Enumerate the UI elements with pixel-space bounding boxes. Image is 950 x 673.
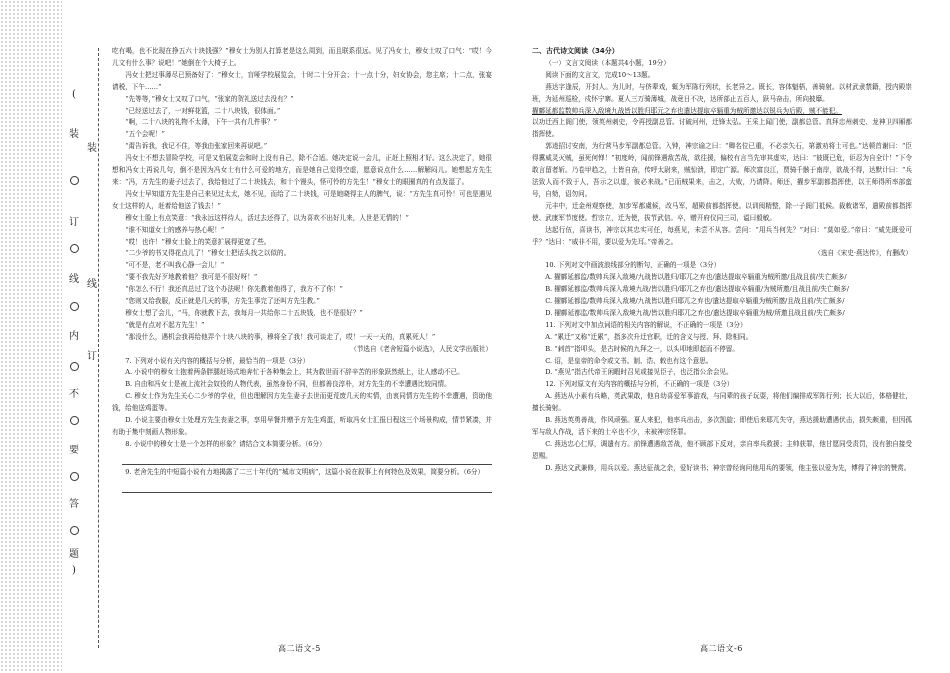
q11-option-a: A. “累迁”又称“迁累”，指多次升迁官职，迁的含义与授、拜、除相同。 — [545, 332, 753, 341]
passage-paragraph: 燕达字逢辰，开封人。为儿时，与侪辈戏，辄为军陈行列状，长老异之。既长，容体魁梧，善骑射。以材武隶禁籍，授内殿崇班，为延州巡检，戍怀宁寨。夏人三万骑薄城，战竟日不决，达所部止五百人，跃马奋击，所向披靡。 — [532, 82, 912, 103]
binding-side-char: 装 — [87, 143, 97, 154]
answer-line[interactable] — [122, 480, 492, 493]
page-number-right: 高二语文-6 — [700, 644, 743, 653]
q12-option-a: A. 燕达从小素有兵略，英武果敢，他自幼喜爱军事游戏，与同辈的孩子玩耍，将他们编排成军阵行列；长大以后，体格健壮，擅长骑射。 — [532, 392, 912, 413]
question-9: 9. 老舍先生的中短篇小说有力地揭露了二三十年代的“城市文明病”，这篇小说在叙事上有何特色及效果，简要分析。（6分） — [125, 467, 485, 476]
story-paragraph: “谁不知道女士的感养与热心呢！” — [125, 225, 225, 234]
story-paragraph: “二少爷的书又得花点儿了！”穆女士把话头找之以似的。 — [125, 249, 291, 258]
passage-paragraph: 元丰中，迁金州观察使，加步军都虞候，改马军，超殿前都指挥使。以训阅精整，除一子阁门祗候。裁敕诸军，遣殿前都指挥使、武康军节度使。哲宗立，迁为使，拔节武信。卒，赠开府仪同三司，谥曰毅敏。 — [532, 201, 912, 222]
passage-paragraph: 郭逵招讨安南，为行营马步军副都总管。入钟，神宗谕之曰：“卿名位已重，不必亲矢石，第激劝将士可也。”达顿首谢曰：“臣得冀威灵灭贼，虽死何惮！”初度岭，闻前锋遇敌苦战，欲往援，偏校有言当先审其虚实，达曰：“彼既已危，讵忍为自全计！”下令敢言留者斩。乃卷甲趋之，士皆自奋，传呼太尉来，贼惊溃，即定广源。师次富良江，贾骑千骸于南岸，欲战不得，达默计曰：“兵法致人而不致于人，吾示之以虚，彼必来战。”已而贼果来，击之，大败，乃请降。师还，擢步军副都指挥使，以王师得所率部蛮号，自劾，诏勿问。 — [532, 142, 912, 198]
passage-paragraph: 达起行伍，喜读书，神宗以其忠实可任，每燕见，未尝不从容。尝问：“用兵当何先？”对曰：“莫如爱。”帝曰：“威先既爱可乎？”达曰：“威非不用，要以爱为先耳。”帝善之。 — [532, 225, 912, 246]
answer-line[interactable] — [122, 452, 492, 465]
binding-hole — [70, 472, 79, 481]
story-paragraph: “要不我先好歹地教着他？我可是不很好呀！” — [125, 273, 258, 282]
q7-option-c: C. 穆女士作为先生关心二少爷的学业，但也理解因方先生妻子去世而更荒废几天的实情，由衷同情方先生的不幸遭遇，资助他钱，给他送鸡蛋等。 — [112, 392, 492, 413]
source-citation: （选自《宋史·燕达传》，有删改） — [814, 249, 912, 258]
q10-option-a: A. 擢鄜延都监/数帅兵深入敌境/九战皆以胜归/耶兀之弃也/遣达提取卒辎重为贼所邀/且战且前/失亡颇多/ — [545, 273, 847, 282]
story-paragraph: 冯女士不想去冒险学校，可是又怕展览会和时上没有自己，除不合适。她决定说一会儿，正赶上照相才好。这么决定了，她很想和冯女士再说几句，倒不是因为冯女士有什么可爱的地方，而是她自己觉得空虚，愿意说点什么……解解闷儿。她想起方先生来：“冯，方先生的妻子过去了，我给他过了二十块钱去，和十个馒头，怪可怜的方先生！”穆女士的眼圈真的有点发湿了。 — [112, 154, 492, 186]
story-paragraph: “五个会呢！” — [125, 130, 165, 139]
binding-char: 线 — [69, 274, 79, 285]
story-paragraph: “先等等，”穆女士又叹了口气，“张家的贺礼送过去没有？” — [125, 94, 294, 103]
q11-option-c: C. 诏，是皇帝的命令或文书。制、诰、敕也有这个意思。 — [545, 356, 713, 365]
question-7: 7. 下列对小说有关内容的概括与分析，最恰当的一项是（3分） — [125, 356, 310, 365]
q10-option-d: D. 擢鄜延都监/数帅兵深入敌境九战/皆以胜归耶兀之弃也/遣达提取卒辎重为贼/所邀且战且前/失亡颇多/ — [545, 308, 845, 317]
binding-char: 装 — [69, 129, 79, 140]
binding-char: 题 — [69, 549, 79, 560]
story-paragraph: “啊，二十八块的礼物不太薄，下午一共有几件事？” — [125, 118, 277, 127]
source-citation: （节选自《老舍短篇小说选》，人民文学出版社） — [350, 344, 492, 353]
q7-option-b: B. 自由和冯女士是被上流社会奴役的人物代表，虽然身份不同，但都善良淳朴，对方先生的不幸遭遇比较同情。 — [125, 380, 451, 389]
binding-hole — [70, 176, 79, 185]
dotted-binding-margin — [0, 0, 62, 673]
q10-option-b: B. 擢鄜延都监/数帅兵深入敌境九战/皆以胜归/耶兀之弃也/遣达提取卒辎重/为贼所邀/且战且前/失亡颇多/ — [545, 285, 849, 294]
story-paragraph: “可不是，老不叫我心静一会儿！” — [125, 261, 225, 270]
binding-char: ) — [72, 565, 76, 576]
binding-char: 要 — [69, 445, 79, 456]
binding-side-char: 线 — [87, 279, 97, 290]
subsection-heading: （一）文言文阅读（本题共4小题，19分） — [545, 58, 670, 67]
story-paragraph: “甭告诉我，我记不住，等我由张家回来再说吧。” — [125, 142, 268, 151]
binding-char: 不 — [69, 389, 79, 400]
binding-char: 答 — [69, 499, 79, 510]
q12-option-d: D. 燕达文武兼修，用兵以爱。燕达征战之余，爱好读书；神宗曾经询问他用兵的要领，他主张以爱为先，博得了神宗的赞赏。 — [545, 463, 911, 472]
instruction: 阅读下面的文言文，完成10～13题。 — [545, 70, 655, 79]
binding-char: ( — [72, 89, 76, 100]
binding-char: 内 — [69, 331, 79, 342]
binding-hole — [70, 244, 79, 253]
section-heading: 二、古代诗文阅读（34分） — [532, 47, 619, 55]
story-paragraph: “就是有点对不起方先生！” — [125, 320, 205, 329]
question-11: 11. 下列对文中加点词语的相关内容的解说，不正确的一项是（3分） — [545, 320, 747, 329]
page-number-left: 高二语文-5 — [278, 644, 321, 653]
question-8: 8. 小说中的穆女士是一个怎样的形象？请结合文本简要分析。（6分） — [125, 439, 326, 448]
binding-side-char: 订 — [87, 351, 97, 362]
binding-column — [66, 80, 106, 640]
story-paragraph: 穆女士脸上有点笑意：“我永远这样待人，活过去还得了，以为喜欢不出好儿来，人世是无情的！” — [125, 213, 409, 222]
story-paragraph: 冯女士把过事薄尽已预备好了：“穆女士，盲哑学校展览会，十时二十分开会；十一点十分，妇女协会，您主席；十二点，张宴请税，下午……” — [112, 70, 492, 91]
left-page — [112, 46, 492, 493]
binding-char: 订 — [69, 217, 79, 228]
story-paragraph: “您则又给我服，反正就是几天的事，方先生事完了还叫方先生教。” — [125, 297, 320, 306]
q12-option-c: C. 燕达忠心仁厚，调遣有方。前锋遭遇敌苦战，他不顾部下反对，亲自率兵救援；主帅获罪，他甘愿同受责罚，没有独自接受恩赐。 — [532, 439, 912, 460]
binding-hole — [70, 416, 79, 425]
binding-hole — [70, 526, 79, 535]
q11-option-d: D. “燕见”指古代帝王闲暇时召见或接见臣子，也泛指公余会见。 — [545, 368, 733, 377]
passage-wavy-underlined: 擢鄜延都监数帅兵深入敌境九战皆以胜归耶元之弃也遣达提取卒辎重为贼所邀达以锐兵为后殿，贼不能犯。 — [532, 106, 842, 115]
story-paragraph: 冯女士早知道方先生是自己来见过太太，她不见，而给了二十块钱，可是她晓得主人的脾气，说：“方先生真可怜！可也是遇见女士这样的人，赶着给他送了钱去！” — [112, 189, 492, 210]
q10-option-c: C. 擢鄜延都监/数帅兵深入敌境/九战皆以胜归耶兀之弃也/遣达提取卒辎重为贼所邀/且战且前/失亡颇多/ — [545, 297, 845, 306]
q7-option-a: A. 小说中的穆女士抱着两条胖腿赶场式地奔忙于各种集会上，其为救世而不辞辛苦的形象跃然纸上，让人感动不已。 — [125, 368, 464, 377]
right-page — [532, 46, 912, 475]
question-10: 10. 下列对文中画波浪线部分的断句，正确的一项是（3分） — [545, 261, 721, 270]
story-paragraph: 穆女士想了会儿，“马，你就教下去，我每月一共给你二十五块钱，也不是很好？” — [125, 308, 363, 317]
q11-option-b: B. “刺首”指叩头，是古时候的九拜之一，以头叩地即起而不停留。 — [545, 344, 739, 353]
story-paragraph: “那没什么，遇机会我再给他弄个十块八块的事，穆将全了我！我可谈走了，哎！一天一天的，真累死人！” — [125, 332, 436, 341]
binding-hole — [70, 302, 79, 311]
question-12: 12. 下列对原文有关内容的概括与分析，不正确的一项是（3分） — [545, 380, 734, 389]
story-paragraph: “已经送过去了，一对鲜花篮，二十八块钱，很体面。” — [125, 106, 281, 115]
q7-option-d: D. 小说主要由穆女士处理方先生丧妻之事，享用早餐并赠予方先生鸡蛋，听取冯女士汇报日程这三个场景构成，情节紧凑，并有助于集中刻画人物形象。 — [112, 416, 492, 436]
passage-paragraph: 以功迁西上阁门使，领英州刺史，令再授副总管。讨破河州，迁锋太弘。王采上闻门使，副都总管。真拜忠州刺史、龙神卫四厢都指挥使。 — [532, 118, 912, 139]
story-paragraph: “你怎么不行！我还真总过了这个办法呢！你先教着他得了，我方不了你！” — [125, 285, 343, 294]
q12-option-b: B. 燕达英勇善战，作风顽强。夏人来犯，他率兵出击，多次凯旋；即使后来耶兀失守，燕达援助遭遇伏击，损失颇重，但因孤军与敌人作战，活下来的士卒也不少，未被神宗怪罪。 — [532, 416, 912, 436]
binding-hole — [70, 362, 79, 371]
story-paragraph: “哎！也许！”穆女士脸上的笑意扩展得更宽了些。 — [125, 237, 271, 246]
story-paragraph: 吃有喝，也不比现在挣五六十块钱强？”穆女士为别人打算老是这么周到，而且联系很远。见了冯女士，穆女士叹了口气：“哎！今儿文有什么事？说吧！”她倒在个大椅子上。 — [112, 47, 492, 67]
